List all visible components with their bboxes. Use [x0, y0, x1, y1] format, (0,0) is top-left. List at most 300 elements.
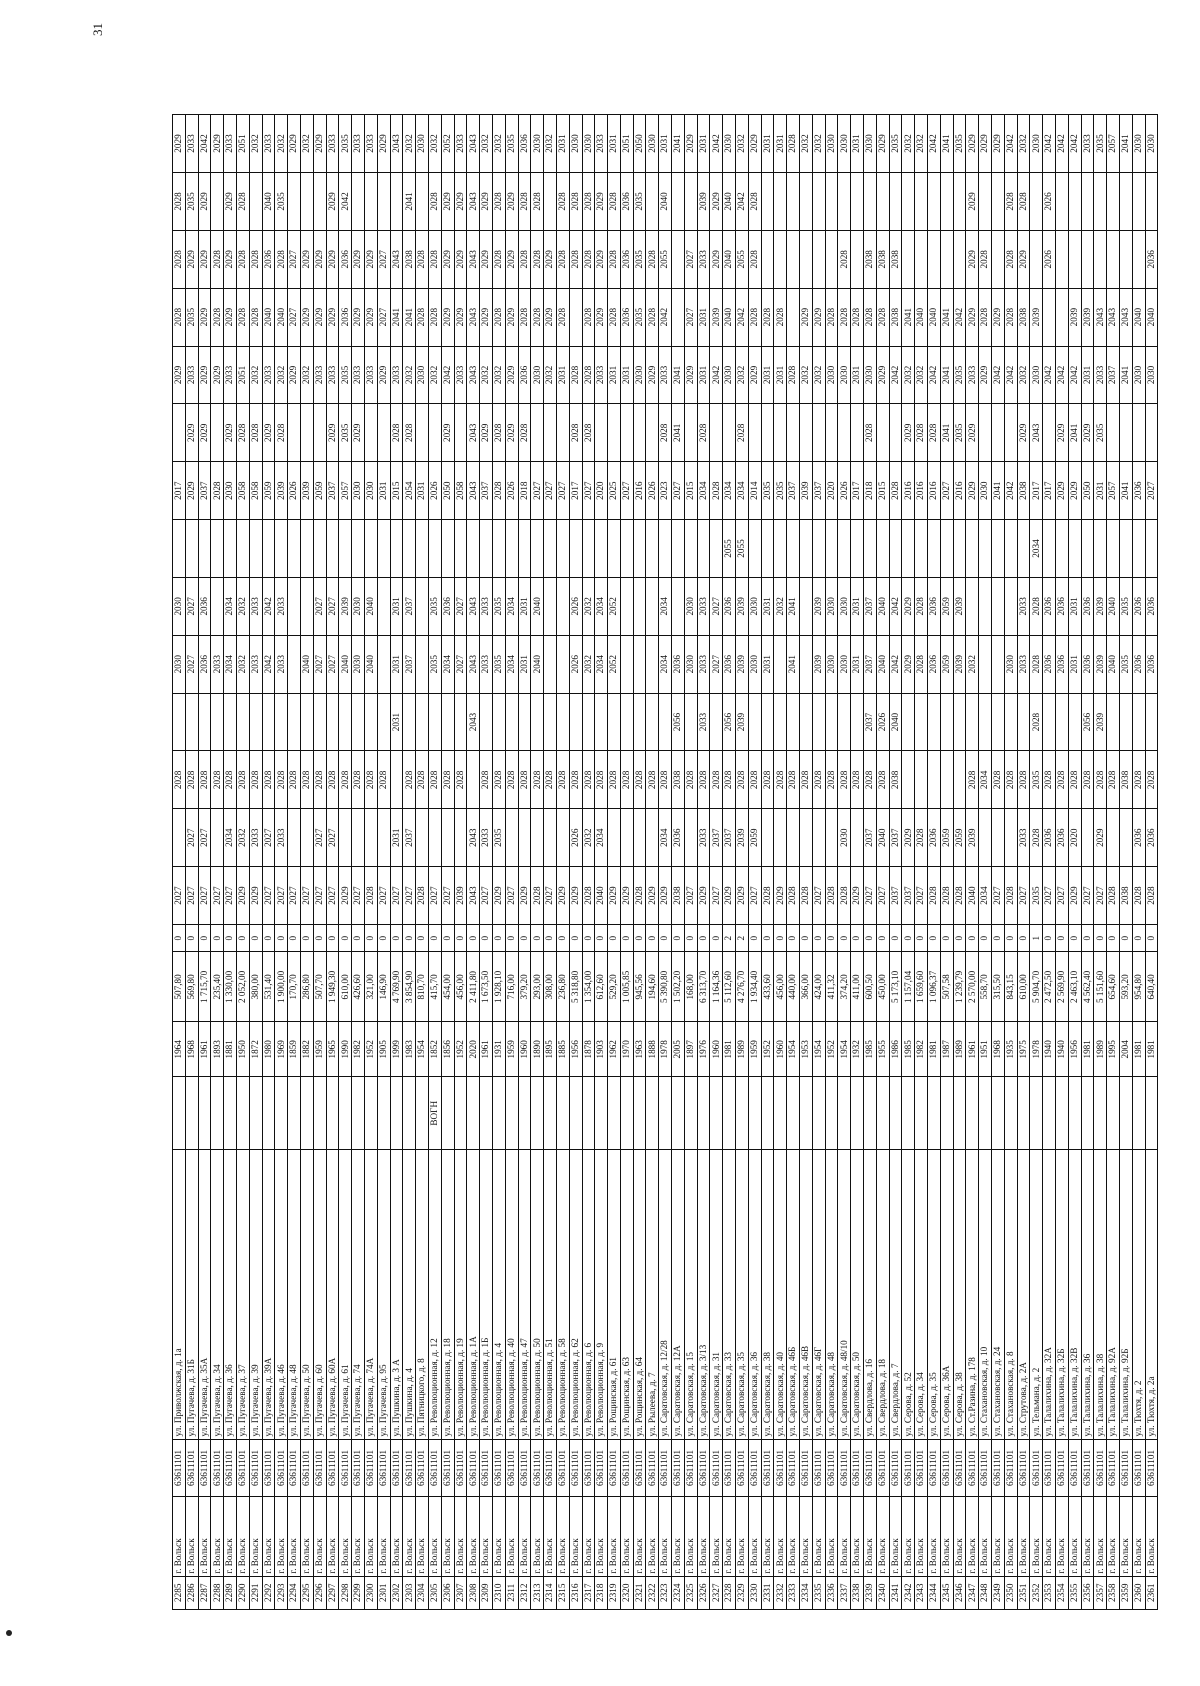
table-cell-year: 1881	[224, 1022, 237, 1077]
table-cell-c13: 2035	[275, 173, 288, 231]
table-cell-c3: 2028	[966, 751, 979, 809]
table-cell-num: 2339	[864, 1576, 877, 1609]
table-row	[1132, 115, 1145, 1610]
table-cell-c5: 2042	[262, 635, 275, 693]
table-cell-c8: 2059	[313, 462, 326, 520]
table-cell-c8: 2014	[748, 462, 761, 520]
table-cell-c4	[928, 693, 941, 751]
table-cell-c2	[1081, 809, 1094, 867]
table-cell-c8: 2034	[697, 462, 710, 520]
table-cell-c13	[672, 173, 685, 231]
table-cell-flag: 0	[275, 925, 288, 952]
table-cell-c6	[416, 577, 429, 635]
table-cell-c5: 2037	[403, 635, 416, 693]
table-cell-note	[1068, 1077, 1081, 1150]
table-cell-c4	[1017, 693, 1030, 751]
table-cell-c9	[211, 404, 224, 462]
table-row	[556, 115, 569, 1610]
table-cell-oktmo: 63611101	[1017, 1439, 1030, 1497]
table-row	[876, 115, 889, 1610]
table-row	[403, 115, 416, 1610]
table-cell-c4	[915, 693, 928, 751]
table-cell-c6: 2036	[441, 577, 454, 635]
table-cell-c6: 2028	[915, 577, 928, 635]
table-cell-flag: 0	[531, 925, 544, 952]
table-cell-c11: 2041	[902, 288, 915, 346]
table-cell-c6: 2033	[1017, 577, 1030, 635]
table-cell-c11: 2027	[684, 288, 697, 346]
table-cell-c6	[556, 577, 569, 635]
table-cell-oktmo: 63611101	[876, 1439, 889, 1497]
table-cell-c2: 2037	[864, 809, 877, 867]
table-cell-note	[723, 1077, 736, 1150]
table-cell-note	[736, 1077, 749, 1150]
table-cell-address: ул. Саратовская, д. 46Б	[787, 1150, 800, 1439]
table-cell-c14: 2032	[544, 115, 557, 173]
table-cell-c9	[288, 404, 301, 462]
table-cell-flag: 0	[173, 925, 186, 952]
table-cell-oktmo: 63611101	[288, 1439, 301, 1497]
table-cell-year: 1981	[1081, 1022, 1094, 1077]
table-cell-town: г. Вольск	[505, 1497, 518, 1576]
table-cell-c1: 2037	[902, 867, 915, 925]
table-cell-c14: 2041	[672, 115, 685, 173]
table-cell-oktmo: 63611101	[377, 1439, 390, 1497]
table-cell-c3: 2028	[761, 751, 774, 809]
table-cell-c6: 2036	[1081, 577, 1094, 635]
table-cell-num: 2309	[480, 1576, 493, 1609]
table-cell-year: 1968	[185, 1022, 198, 1077]
table-cell-c6: 2037	[403, 577, 416, 635]
table-cell-c2	[518, 809, 531, 867]
table-cell-oktmo: 63611101	[992, 1439, 1005, 1497]
table-cell-c11: 2029	[326, 288, 339, 346]
table-cell-year: 1956	[569, 1022, 582, 1077]
table-cell-c9	[531, 404, 544, 462]
table-cell-c5: 2039	[736, 635, 749, 693]
table-cell-c9: 2029	[505, 404, 518, 462]
table-cell-year: 1955	[876, 1022, 889, 1077]
table-cell-c13	[928, 173, 941, 231]
table-cell-c9	[608, 404, 621, 462]
table-cell-flag: 0	[761, 925, 774, 952]
table-cell-note	[774, 1077, 787, 1150]
table-cell-c7	[582, 520, 595, 578]
table-cell-c6: 2033	[480, 577, 493, 635]
table-cell-c3: 2028	[646, 751, 659, 809]
table-cell-area: 168,00	[684, 952, 697, 1022]
table-cell-note	[1145, 1077, 1158, 1150]
table-cell-town: г. Вольск	[249, 1497, 262, 1576]
table-cell-c6: 2030	[352, 577, 365, 635]
table-cell-c13: 2029	[505, 173, 518, 231]
table-cell-c11: 2040	[928, 288, 941, 346]
table-cell-c6: 2040	[876, 577, 889, 635]
table-cell-c1: 2028	[531, 867, 544, 925]
table-cell-oktmo: 63611101	[736, 1439, 749, 1497]
table-cell-c13: 2039	[697, 173, 710, 231]
table-cell-c4	[569, 693, 582, 751]
table-cell-c6: 2040	[1107, 577, 1120, 635]
table-cell-c13	[1132, 173, 1145, 231]
table-row	[1145, 115, 1158, 1610]
table-cell-c4	[992, 693, 1005, 751]
table-cell-c1: 2028	[825, 867, 838, 925]
table-cell-c11: 2028	[851, 288, 864, 346]
table-cell-c6: 2030	[838, 577, 851, 635]
table-cell-note	[620, 1077, 633, 1150]
table-cell-c10: 2033	[262, 346, 275, 404]
table-cell-c11: 2028	[838, 288, 851, 346]
table-row	[236, 115, 249, 1610]
table-cell-c13: 2029	[710, 173, 723, 231]
table-cell-c7	[377, 520, 390, 578]
table-cell-c6: 2026	[569, 577, 582, 635]
table-cell-c10: 2042	[889, 346, 902, 404]
table-cell-c12: 2028	[556, 230, 569, 288]
table-cell-c11: 2035	[633, 288, 646, 346]
table-cell-c14: 2032	[736, 115, 749, 173]
table-cell-c12: 2029	[595, 230, 608, 288]
table-cell-town: г. Вольск	[800, 1497, 813, 1576]
table-cell-c10: 2029	[505, 346, 518, 404]
table-cell-c11: 2042	[953, 288, 966, 346]
table-cell-c12: 2029	[505, 230, 518, 288]
table-cell-c10: 2032	[1017, 346, 1030, 404]
table-cell-c13	[761, 173, 774, 231]
table-cell-c12: 2028	[748, 230, 761, 288]
table-cell-c3: 2028	[710, 751, 723, 809]
table-cell-c3: 2028	[364, 751, 377, 809]
table-row	[211, 115, 224, 1610]
table-cell-c7	[620, 520, 633, 578]
table-cell-flag: 0	[633, 925, 646, 952]
table-cell-c5: 2039	[1094, 635, 1107, 693]
table-cell-area: 236,80	[556, 952, 569, 1022]
table-cell-oktmo: 63611101	[1145, 1439, 1158, 1497]
table-cell-num: 2307	[454, 1576, 467, 1609]
table-cell-year: 1859	[288, 1022, 301, 1077]
table-cell-c5: 2040	[876, 635, 889, 693]
table-cell-c10: 2033	[224, 346, 237, 404]
table-cell-c13: 2029	[198, 173, 211, 231]
table-cell-oktmo: 63611101	[428, 1439, 441, 1497]
table-cell-town: г. Вольск	[1030, 1497, 1043, 1576]
table-cell-c1: 2027	[812, 867, 825, 925]
table-cell-c9: 2029	[480, 404, 493, 462]
table-cell-flag: 0	[748, 925, 761, 952]
table-cell-c1: 2028	[1145, 867, 1158, 925]
table-cell-town: г. Вольск	[1145, 1497, 1158, 1576]
table-cell-c11: 2028	[249, 288, 262, 346]
table-cell-c3	[953, 751, 966, 809]
table-cell-flag: 0	[428, 925, 441, 952]
table-cell-c13	[313, 173, 326, 231]
table-cell-year: 1995	[1107, 1022, 1120, 1077]
table-cell-c2: 2039	[736, 809, 749, 867]
table-cell-c7	[966, 520, 979, 578]
table-cell-c10: 2028	[787, 346, 800, 404]
table-cell-c9: 2029	[352, 404, 365, 462]
table-cell-c3: 2028	[787, 751, 800, 809]
table-cell-c6: 2028	[1030, 577, 1043, 635]
table-cell-address: ул. Стахановская, д. 24	[992, 1150, 1005, 1439]
table-cell-flag: 0	[1119, 925, 1132, 952]
table-cell-address: ул. Саратовская, д. 3/13	[697, 1150, 710, 1439]
table-cell-note	[492, 1077, 505, 1150]
table-cell-c11: 2028	[236, 288, 249, 346]
table-cell-town: г. Вольск	[838, 1497, 851, 1576]
table-cell-address: ул. Революционная, д. 62	[569, 1150, 582, 1439]
table-cell-c5: 2035	[1119, 635, 1132, 693]
table-cell-c3: 2028	[595, 751, 608, 809]
table-cell-year: 1981	[928, 1022, 941, 1077]
table-cell-c10: 2035	[339, 346, 352, 404]
table-cell-c6: 2032	[582, 577, 595, 635]
table-cell-num: 2317	[582, 1576, 595, 1609]
table-cell-num: 2304	[416, 1576, 429, 1609]
table-cell-c12: 2029	[454, 230, 467, 288]
table-cell-address: ул. Революционная, д. 12	[428, 1150, 441, 1439]
table-cell-c1: 2029	[339, 867, 352, 925]
table-cell-c1: 2029	[851, 867, 864, 925]
table-cell-num: 2322	[646, 1576, 659, 1609]
table-cell-c7	[416, 520, 429, 578]
table-cell-oktmo: 63611101	[505, 1439, 518, 1497]
table-cell-year: 1878	[582, 1022, 595, 1077]
table-cell-note	[313, 1077, 326, 1150]
table-cell-c14: 2030	[531, 115, 544, 173]
table-cell-c5: 2036	[723, 635, 736, 693]
table-cell-c8: 2015	[876, 462, 889, 520]
table-cell-c8: 2037	[198, 462, 211, 520]
table-cell-area: 146,90	[377, 952, 390, 1022]
table-cell-c1: 2027	[1043, 867, 1056, 925]
table-cell-c13	[876, 173, 889, 231]
table-cell-c1: 2027	[262, 867, 275, 925]
table-cell-c13	[915, 173, 928, 231]
table-cell-address: ул. Рощинская, д. 61	[608, 1150, 621, 1439]
table-cell-year: 1990	[339, 1022, 352, 1077]
table-cell-area: 2 570,00	[966, 952, 979, 1022]
table-cell-c2: 2037	[710, 809, 723, 867]
table-cell-c10: 2031	[697, 346, 710, 404]
table-cell-c3: 2028	[825, 751, 838, 809]
table-cell-area: 308,00	[544, 952, 557, 1022]
table-cell-flag: 0	[864, 925, 877, 952]
table-cell-c8: 2027	[620, 462, 633, 520]
table-cell-c6: 2031	[1068, 577, 1081, 635]
table-cell-num: 2347	[966, 1576, 979, 1609]
table-cell-num: 2319	[608, 1576, 621, 1609]
table-cell-c9	[646, 404, 659, 462]
table-cell-c2: 2034	[224, 809, 237, 867]
table-cell-c6: 2035	[428, 577, 441, 635]
table-cell-c12	[928, 230, 941, 288]
table-cell-c12: 2038	[864, 230, 877, 288]
table-cell-flag: 0	[377, 925, 390, 952]
table-cell-c14: 2030	[646, 115, 659, 173]
table-cell-c8: 2035	[761, 462, 774, 520]
table-cell-c9	[377, 404, 390, 462]
table-cell-c10: 2042	[1068, 346, 1081, 404]
table-cell-c10: 2041	[940, 346, 953, 404]
table-row	[288, 115, 301, 1610]
table-cell-c4	[364, 693, 377, 751]
table-cell-c13: 2029	[441, 173, 454, 231]
table-row	[697, 115, 710, 1610]
table-cell-note	[1004, 1077, 1017, 1150]
table-row	[851, 115, 864, 1610]
table-cell-year: 1961	[198, 1022, 211, 1077]
table-cell-num: 2308	[467, 1576, 480, 1609]
table-cell-town: г. Вольск	[403, 1497, 416, 1576]
table-cell-address: ул. Стахановская, д. 8	[1004, 1150, 1017, 1439]
table-cell-c8: 2026	[428, 462, 441, 520]
table-row	[518, 115, 531, 1610]
table-cell-area: 654,60	[1107, 952, 1120, 1022]
table-cell-c5: 2034	[595, 635, 608, 693]
table-cell-year: 1968	[992, 1022, 1005, 1077]
table-cell-c12: 2029	[198, 230, 211, 288]
table-cell-oktmo: 63611101	[275, 1439, 288, 1497]
table-cell-c5: 2030	[825, 635, 838, 693]
table-cell-c2	[531, 809, 544, 867]
table-cell-num: 2315	[556, 1576, 569, 1609]
table-cell-c8: 2043	[467, 462, 480, 520]
table-cell-c14: 2029	[173, 115, 186, 173]
table-cell-flag: 0	[774, 925, 787, 952]
table-cell-c8: 2031	[1094, 462, 1107, 520]
table-cell-oktmo: 63611101	[262, 1439, 275, 1497]
table-cell-c1: 2034	[979, 867, 992, 925]
table-row	[467, 115, 480, 1610]
table-cell-c4	[275, 693, 288, 751]
table-cell-c6	[966, 577, 979, 635]
table-cell-c1: 2027	[313, 867, 326, 925]
table-cell-town: г. Вольск	[441, 1497, 454, 1576]
table-cell-c2: 2027	[326, 809, 339, 867]
table-cell-c6: 2036	[1055, 577, 1068, 635]
table-cell-c6	[300, 577, 313, 635]
table-cell-c10: 2033	[185, 346, 198, 404]
table-cell-c5: 2030	[173, 635, 186, 693]
table-cell-c14: 2029	[211, 115, 224, 173]
table-cell-area: 170,70	[288, 952, 301, 1022]
table-cell-c13	[812, 173, 825, 231]
table-cell-flag: 0	[1068, 925, 1081, 952]
table-cell-c10: 2029	[211, 346, 224, 404]
table-cell-town: г. Вольск	[672, 1497, 685, 1576]
table-cell-c2: 2031	[390, 809, 403, 867]
table-cell-c14: 2052	[441, 115, 454, 173]
table-cell-oktmo: 63611101	[825, 1439, 838, 1497]
table-cell-c9: 2041	[1068, 404, 1081, 462]
table-cell-c5: 2032	[966, 635, 979, 693]
table-cell-c1: 2043	[467, 867, 480, 925]
table-cell-note: ВОГН	[428, 1077, 441, 1150]
table-cell-c2: 2059	[940, 809, 953, 867]
table-cell-c5: 2033	[1017, 635, 1030, 693]
table-cell-oktmo: 63611101	[633, 1439, 646, 1497]
table-cell-c1: 2027	[300, 867, 313, 925]
table-cell-oktmo: 63611101	[902, 1439, 915, 1497]
table-cell-note	[249, 1077, 262, 1150]
table-cell-c5	[544, 635, 557, 693]
table-cell-c14: 2030	[825, 115, 838, 173]
table-row	[915, 115, 928, 1610]
table-cell-c13: 2041	[403, 173, 416, 231]
table-cell-c2: 2032	[236, 809, 249, 867]
table-cell-c7	[1068, 520, 1081, 578]
table-cell-c12	[915, 230, 928, 288]
table-cell-c9: 2029	[966, 404, 979, 462]
table-cell-c11: 2029	[454, 288, 467, 346]
table-cell-c2	[556, 809, 569, 867]
table-cell-c11: 2028	[876, 288, 889, 346]
table-cell-c7	[979, 520, 992, 578]
table-cell-c8: 2028	[492, 462, 505, 520]
table-cell-note	[825, 1077, 838, 1150]
table-cell-note	[633, 1077, 646, 1150]
table-cell-oktmo: 63611101	[723, 1439, 736, 1497]
table-cell-c1: 2028	[940, 867, 953, 925]
table-cell-c12: 2029	[352, 230, 365, 288]
table-cell-c11: 2028	[556, 288, 569, 346]
table-cell-town: г. Вольск	[710, 1497, 723, 1576]
table-cell-c5: 2059	[940, 635, 953, 693]
table-cell-oktmo: 63611101	[787, 1439, 800, 1497]
table-cell-c4	[966, 693, 979, 751]
table-cell-c3: 2028	[211, 751, 224, 809]
table-cell-address: ул. Серова, д. 34	[915, 1150, 928, 1439]
table-cell-c8: 2037	[787, 462, 800, 520]
table-cell-note	[838, 1077, 851, 1150]
table-cell-town: г. Вольск	[531, 1497, 544, 1576]
table-cell-c13: 2043	[467, 173, 480, 231]
table-cell-flag: 0	[300, 925, 313, 952]
table-cell-c1: 2027	[211, 867, 224, 925]
table-cell-flag: 0	[889, 925, 902, 952]
table-cell-c4	[1132, 693, 1145, 751]
table-cell-c5: 2041	[787, 635, 800, 693]
table-cell-c8: 2031	[416, 462, 429, 520]
table-cell-c12: 2028	[211, 230, 224, 288]
table-cell-town: г. Вольск	[1004, 1497, 1017, 1576]
table-cell-c10: 2031	[774, 346, 787, 404]
table-cell-c14: 2032	[800, 115, 813, 173]
table-cell-c7	[787, 520, 800, 578]
table-cell-c8: 2029	[185, 462, 198, 520]
table-cell-c1: 2027	[326, 867, 339, 925]
table-cell-c1: 2040	[595, 867, 608, 925]
table-cell-c4	[185, 693, 198, 751]
table-cell-area: 5 151,60	[1094, 952, 1107, 1022]
table-cell-c4	[659, 693, 672, 751]
table-cell-c7	[748, 520, 761, 578]
table-cell-c12: 2033	[697, 230, 710, 288]
table-cell-town: г. Вольск	[211, 1497, 224, 1576]
table-cell-c5: 2036	[1132, 635, 1145, 693]
table-cell-c3	[902, 751, 915, 809]
table-cell-c3: 2028	[1004, 751, 1017, 809]
table-cell-flag: 0	[454, 925, 467, 952]
table-cell-c5: 2030	[748, 635, 761, 693]
table-cell-c12: 2026	[1043, 230, 1056, 288]
table-cell-c11: 2038	[1017, 288, 1030, 346]
table-cell-area: 3 854,90	[403, 952, 416, 1022]
table-cell-c12	[1068, 230, 1081, 288]
